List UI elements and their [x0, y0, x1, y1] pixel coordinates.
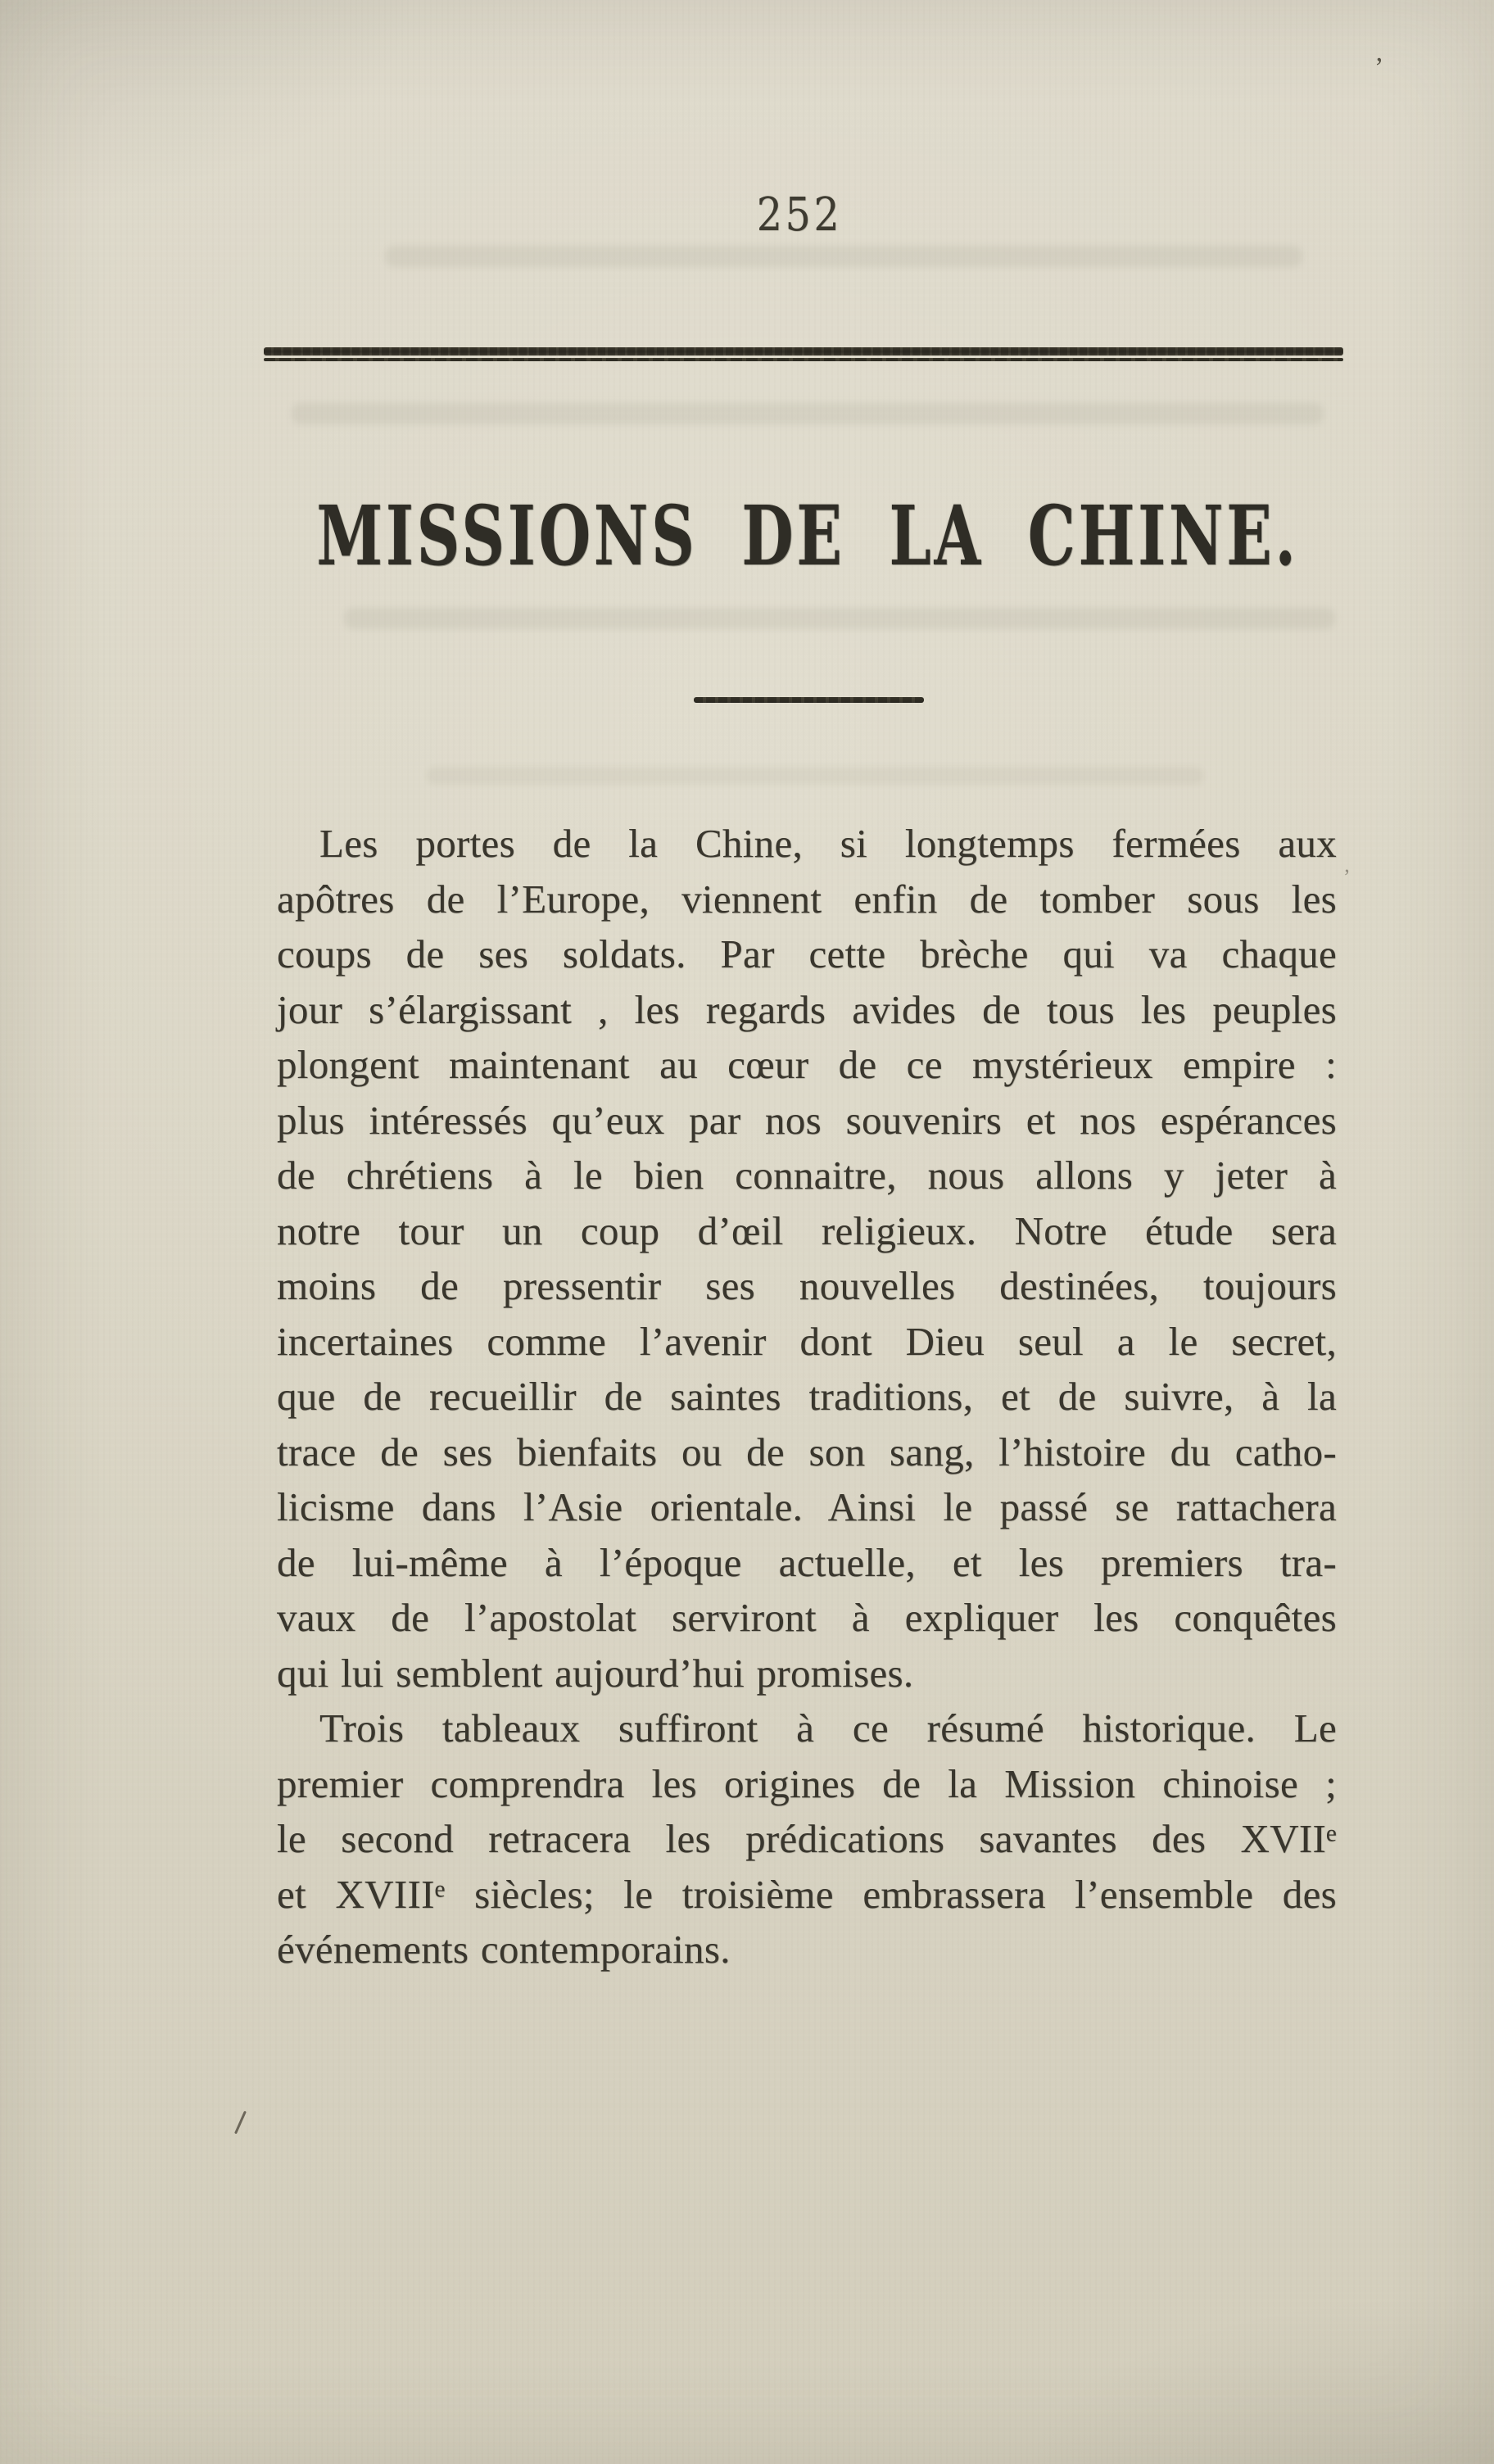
page-number: 252 — [756, 188, 843, 242]
show-through-smudge — [344, 608, 1335, 629]
show-through-smudge — [292, 403, 1324, 424]
double-rule-thin-bar — [264, 358, 1343, 361]
text-line: événements contemporains. — [277, 1927, 731, 1972]
text-line: Les portes de la Chine, si longtemps fermées aux — [319, 821, 1337, 866]
page-title: MISSIONS DE LA CHINE. — [316, 487, 1299, 584]
text-line: trace de ses bienfaits ou de son sang, l’histoire du catho- — [277, 1429, 1337, 1474]
text-line: de chrétiens à le bien connaitre, nous allons y jeter à — [277, 1153, 1337, 1198]
text-line: de lui-même à l’époque actuelle, et les premiers tra- — [277, 1539, 1337, 1585]
text-line: et XVIIIᵉ siècles; le troisième embrassera l’ensemble des — [277, 1871, 1337, 1917]
double-rule-thick-bar — [264, 347, 1343, 356]
text-line: apôtres de l’Europe, viennent enfin de tomber sous les — [277, 876, 1337, 922]
text-line: premier comprendra les origines de la Mission chinoise ; — [277, 1760, 1337, 1806]
double-rule — [264, 347, 1343, 363]
text-line: plongent maintenant au cœur de ce mystérieux empire : — [277, 1042, 1337, 1087]
text-line: licisme dans l’Asie orientale. Ainsi le passé se rattachera — [277, 1484, 1337, 1529]
body-text — [277, 816, 1337, 1977]
title-divider-rule — [694, 697, 924, 703]
text-line: plus intéressés qu’eux par nos souvenirs et nos espérances — [277, 1097, 1337, 1143]
text-line: incertaines comme l’avenir dont Dieu seul a le secret, — [277, 1318, 1337, 1364]
ink-speck — [234, 2111, 247, 2135]
text-line: qui lui semblent aujourd’hui promises. — [277, 1650, 914, 1696]
ink-speck: ’ — [1343, 865, 1351, 889]
text-line: que de recueillir de saintes traditions, et de suivre, à la — [277, 1374, 1337, 1419]
text-line: Trois tableaux suffiront à ce résumé historique. Le — [319, 1705, 1337, 1751]
text-line: notre tour un coup d’œil religieux. Notre étude sera — [277, 1207, 1337, 1253]
show-through-smudge — [385, 246, 1302, 267]
ink-speck: ’ — [1374, 52, 1384, 83]
text-line: le second retracera les prédications savantes des XVIIᵉ — [277, 1816, 1337, 1861]
text-line: vaux de l’apostolat serviront à expliquer les conquêtes — [277, 1595, 1337, 1640]
text-line: jour s’élargissant , les regards avides de tous les peuples — [277, 986, 1337, 1032]
text-line: moins de pressentir ses nouvelles destinées, toujours — [277, 1263, 1337, 1308]
text-line: coups de ses soldats. Par cette brèche qui va chaque — [277, 931, 1337, 976]
show-through-smudge — [426, 767, 1204, 785]
